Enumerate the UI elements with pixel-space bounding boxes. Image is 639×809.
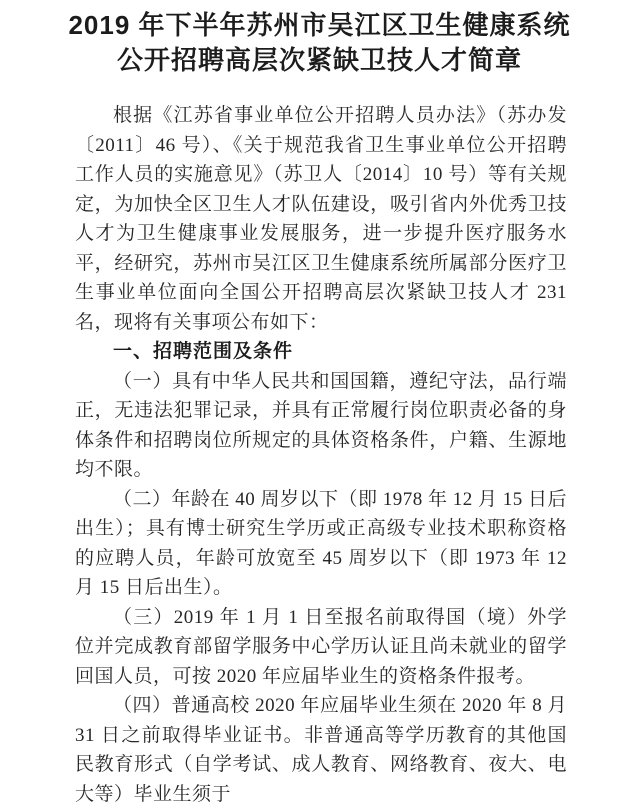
paragraph-condition-4: （四）普通高校 2020 年应届毕业生须在 2020 年 8 月 31 日之前取得毕业证书。非普通高等学历教育的其他国民教育形式（自学考试、成人教育、网络教育、夜大、电大等）毕业生须于: [75, 695, 567, 805]
paragraph-intro: 根据《江苏省事业单位公开招聘人员办法》（苏办发〔2011〕46 号）、《关于规范我省卫生事业单位公开招聘工作人员的实施意见》（苏卫人〔2014〕10 号）等有关规定，为加快全区卫生人才队伍建设，吸引省内外优秀卫技人才为卫生健康事业发展服务，进一步提升医疗服务水平，经研究，苏州市吴江区卫生健康系统所属部分医疗卫生事业单位面向全国公开招聘高层次紧缺卫技人才 231 名，现将有关事项公布如下：: [75, 105, 567, 333]
paragraph-condition-3: （三）2019 年 1 月 1 日至报名前取得国（境）外学位并完成教育部留学服务中心学历认证且尚未就业的留学回国人员，可按 2020 年应届毕业生的资格条件报考。: [75, 606, 567, 687]
title-line-1: 2019 年下半年苏州市吴江区卫生健康系统: [68, 10, 571, 40]
section-heading-recruitment-scope: 一、招聘范围及条件: [113, 341, 294, 362]
paragraph-condition-1: （一）具有中华人民共和国国籍，遵纪守法，品行端正，无违法犯罪记录，并具有正常履行岗位职责必备的身体条件和招聘岗位所规定的具体资格条件，户籍、生源地均不限。: [75, 370, 567, 480]
paragraph-condition-2: （二）年龄在 40 周岁以下（即 1978 年 12 月 15 日后出生）；具有博士研究生学历或正高级专业技术职称资格的应聘人员，年龄可放宽至 45 周岁以下（即 1973 年 12 月 15 日后出生）。: [75, 488, 568, 598]
document-body: [75, 101, 567, 809]
title-line-2: 公开招聘高层次紧缺卫技人才简章: [116, 45, 522, 75]
document-title: [0, 8, 639, 78]
